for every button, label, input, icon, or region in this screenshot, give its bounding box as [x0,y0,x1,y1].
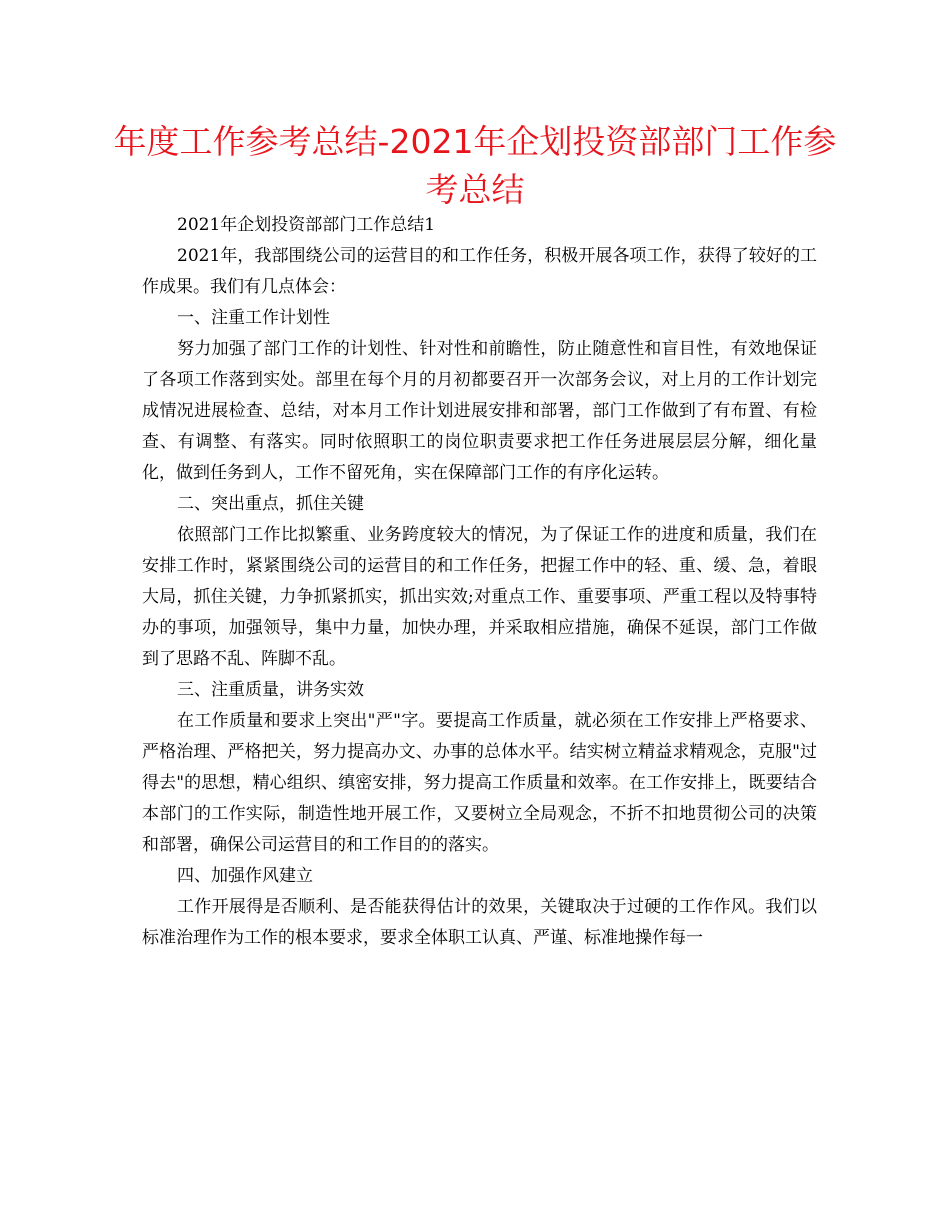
paragraph: 依照部门工作比拟繁重、业务跨度较大的情况，为了保证工作的进度和质量，我们在安排工作时，紧紧围绕公司的运营目的和工作任务，把握工作中的轻、重、缓、急，着眼大局，抓住关键，力争抓紧抓实，抓出实效;对重点工作、重要事项、严重工程以及特事特办的事项，加强领导，集中力量，加快办理，并采取相应措施，确保不延误，部门工作做到了思路不乱、阵脚不乱。 [142,525,817,669]
section-heading: 一、注重工作计划性 [177,308,330,328]
paragraph: 2021年，我部围绕公司的运营目的和工作任务，积极开展各项工作，获得了较好的工作成果。我们有几点体会： [142,246,817,297]
paragraph: 2021年企划投资部部门工作总结1 [177,215,436,235]
section-heading: 四、加强作风建立 [177,866,313,886]
document-body [142,210,817,954]
section-heading: 三、注重质量，讲务实效 [177,680,364,700]
paragraph: 努力加强了部门工作的计划性、针对性和前瞻性，防止随意性和盲目性，有效地保证了各项工作落到实处。部里在每个月的月初都要召开一次部务会议，对上月的工作计划完成情况进展检查、总结，对本月工作计划进展安排和部署，部门工作做到了有布置、有检查、有调整、有落实。同时依照职工的岗位职责要求把工作任务进展层层分解，细化量化，做到任务到人，工作不留死角，实在保障部门工作的有序化运转。 [142,339,817,483]
paragraph: 工作开展得是否顺利、是否能获得估计的效果，关键取决于过硬的工作作风。我们以标准治理作为工作的根本要求，要求全体职工认真、严谨、标准地操作每一 [142,897,817,948]
document-title: 年度工作参考总结-2021年企划投资部部门工作参考总结 [113,122,837,209]
paragraph: 在工作质量和要求上突出"严"字。要提高工作质量，就必须在工作安排上严格要求、严格治理、严格把关，努力提高办文、办事的总体水平。结实树立精益求精观念，克服"过得去"的思想，精心组织、缜密安排，努力提高工作质量和效率。在工作安排上，既要结合本部门的工作实际，制造性地开展工作，又要树立全局观念，不折不扣地贯彻公司的决策和部署，确保公司运营目的和工作目的的落实。 [142,711,817,855]
section-heading: 二、突出重点，抓住关键 [177,494,364,514]
